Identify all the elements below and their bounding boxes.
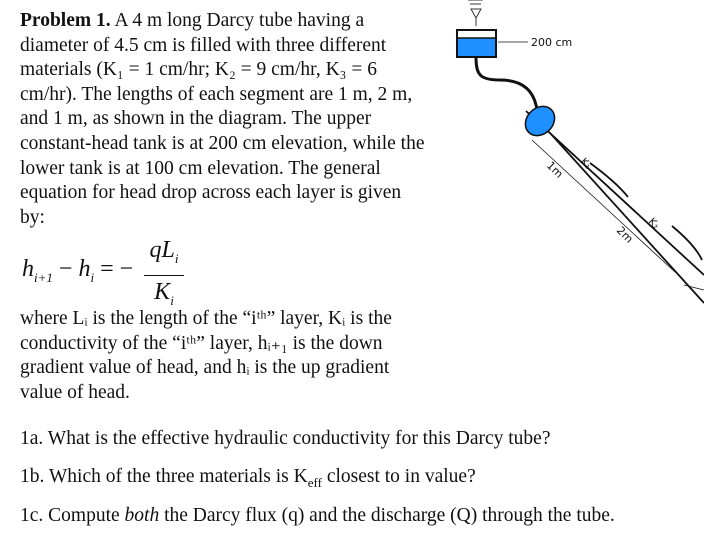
k2-label: K₂ <box>645 216 662 232</box>
fraction-denominator: $K_i$ <box>154 279 174 309</box>
k1-label: K₁ <box>577 156 594 172</box>
fraction-numerator: $qL_i$ <box>149 237 179 266</box>
segment-boundary-2 <box>672 226 702 260</box>
tank-elevation-label: 200 cm <box>531 36 573 49</box>
tube-end-mark <box>684 285 704 290</box>
darcy-tube <box>519 100 704 303</box>
equation-fraction <box>144 236 184 315</box>
question-1c: 1c. Compute both the Darcy flux (q) and the discharge (Q) through the tube. <box>20 505 615 526</box>
fraction-bar <box>144 275 184 277</box>
funnel-icon <box>468 0 483 26</box>
variable-definitions: where Lᵢ is the length of the “iᵗʰ” layer, Kᵢ is the conductivity of the “iᵗʰ” layer, hᵢ₊₁ is the down gradient value of head, and hᵢ is the up gradient value of head. <box>20 308 392 403</box>
keff-subscript: eff <box>307 474 322 490</box>
segment-1-length: 1m <box>543 158 566 181</box>
eq-h-next: h <box>22 256 34 282</box>
segment-boundary-1 <box>590 163 628 197</box>
problem-statement <box>20 9 425 230</box>
eq-sub-next: i+1 <box>34 269 53 285</box>
emphasis-both: both <box>124 505 160 526</box>
eq-sub-current: i <box>90 269 95 285</box>
problem-heading: Problem 1. <box>20 10 111 31</box>
eq-h-current: h <box>78 256 91 282</box>
upper-tank <box>457 30 496 57</box>
eq-minus: − <box>52 256 79 282</box>
question-1a: 1a. What is the effective hydraulic conductivity for this Darcy tube? <box>20 428 551 449</box>
problem-intro: A 4 m long Darcy tube having a diameter of 4.5 cm is filled with three different materials (K₁ = 1 cm/hr; K₂ = 9 cm/hr, K₃ = 6 cm/hr). The lengths of each segment are 1 m, 2 m, and 1 m, as shown in the diagram. The upper constant-head tank is at 200 cm elevation, while the lower tank is at 100 cm elevation. The general equation for head drop across each layer is given by: <box>20 10 425 228</box>
eq-equals: = − <box>94 256 134 282</box>
head-drop-equation <box>22 236 222 309</box>
darcy-tube-diagram <box>440 0 704 310</box>
question-1b: 1b. Which of the three materials is $K_{eff}$ closest to in value? <box>20 466 476 490</box>
segment-2-length: 2m <box>613 223 636 246</box>
equation-lhs <box>22 256 133 286</box>
